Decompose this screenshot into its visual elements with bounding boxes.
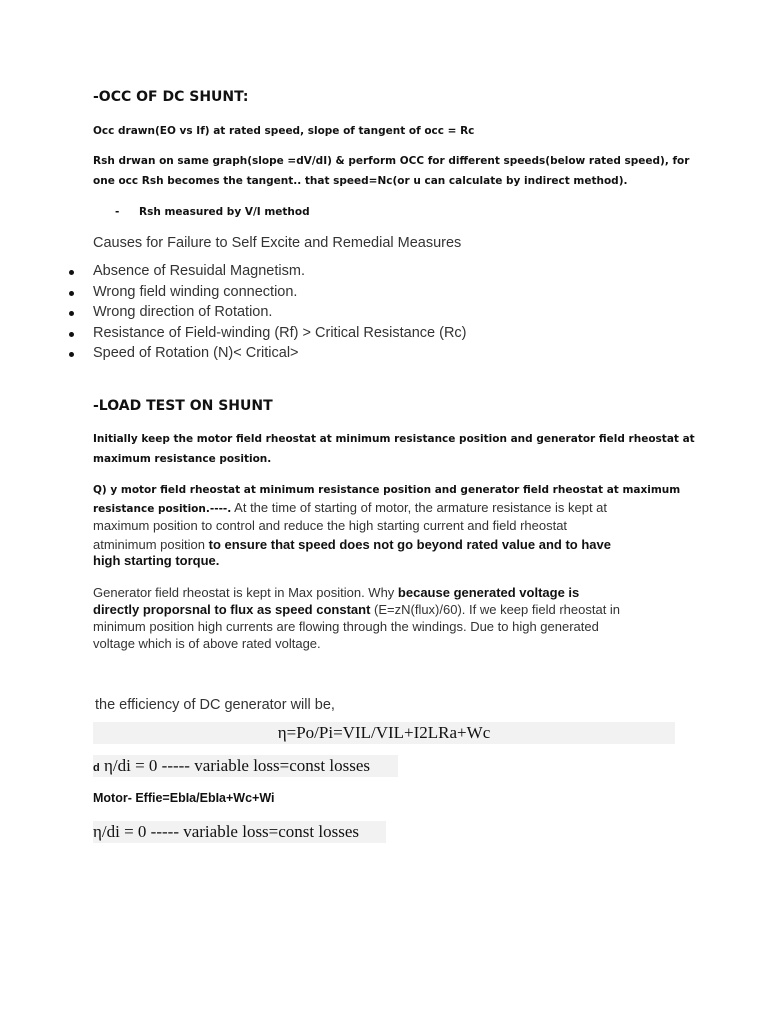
causes-list <box>66 261 467 364</box>
occ-line-1: Occ drawn(EO vs If) at rated speed, slope of tangent of occ = Rc <box>93 125 475 137</box>
question-line-d: atminimum position to ensure that speed does not go beyond rated value and to have <box>93 537 611 552</box>
occ-heading: -OCC OF DC SHUNT: <box>93 89 249 105</box>
bullet-icon <box>69 291 74 296</box>
dash-marker: - <box>115 206 120 218</box>
question-line-c: maximum position to control and reduce the high starting current and field rheostat <box>93 518 568 533</box>
dash-item: Rsh measured by V/I method <box>139 206 310 218</box>
list-item: Absence of Resuidal Magnetism. <box>66 261 467 282</box>
list-item: Wrong field winding connection. <box>66 282 467 303</box>
initially-line-a: Initially keep the motor field rheostat at minimum resistance position and generator field rheostat at <box>93 433 695 445</box>
derivative-equation-2: η/di = 0 ----- variable loss=const losses <box>93 821 386 843</box>
efficiency-equation: η=Po/Pi=VIL/VIL+I2LRa+Wc <box>93 722 675 744</box>
question-line-b: resistance position.----. At the time of starting of motor, the armature resistance is kept at <box>93 500 608 515</box>
list-item: Speed of Rotation (N)< Critical> <box>66 343 467 364</box>
generator-line-c: minimum position high currents are flowing through the windings. Due to high generated <box>93 619 599 634</box>
load-heading: -LOAD TEST ON SHUNT <box>93 398 273 414</box>
bullet-icon <box>69 270 74 275</box>
question-line-e: high starting torque. <box>93 553 220 568</box>
occ-line-2a: Rsh drwan on same graph(slope =dV/dI) & perform OCC for different speeds(below rated speed), for <box>93 155 690 167</box>
generator-line-a: Generator field rheostat is kept in Max position. Why because generated voltage is <box>93 585 580 600</box>
bullet-icon <box>69 332 74 337</box>
generator-line-b: directly proporsnal to flux as speed constant (E=zN(flux)/60). If we keep field rheostat in <box>93 602 621 617</box>
generator-line-d: voltage which is of above rated voltage. <box>93 636 321 651</box>
causes-heading: Causes for Failure to Self Excite and Remedial Measures <box>93 235 462 251</box>
list-item: Resistance of Field-winding (Rf) > Critical Resistance (Rc) <box>66 323 467 344</box>
question-line-a: Q) y motor field rheostat at minimum resistance position and generator field rheostat at maximum <box>93 484 681 496</box>
motor-efficiency: Motor- Effie=EbIa/EbIa+Wc+Wi <box>93 791 275 805</box>
bullet-icon <box>69 352 74 357</box>
initially-line-b: maximum resistance position. <box>93 453 272 465</box>
efficiency-intro: the efficiency of DC generator will be, <box>95 697 335 713</box>
list-item: Wrong direction of Rotation. <box>66 302 467 323</box>
occ-line-2b: one occ Rsh becomes the tangent.. that speed=Nc(or u can calculate by indirect method). <box>93 175 628 187</box>
derivative-equation: d η/di = 0 ----- variable loss=const losses <box>93 755 398 777</box>
bullet-icon <box>69 311 74 316</box>
